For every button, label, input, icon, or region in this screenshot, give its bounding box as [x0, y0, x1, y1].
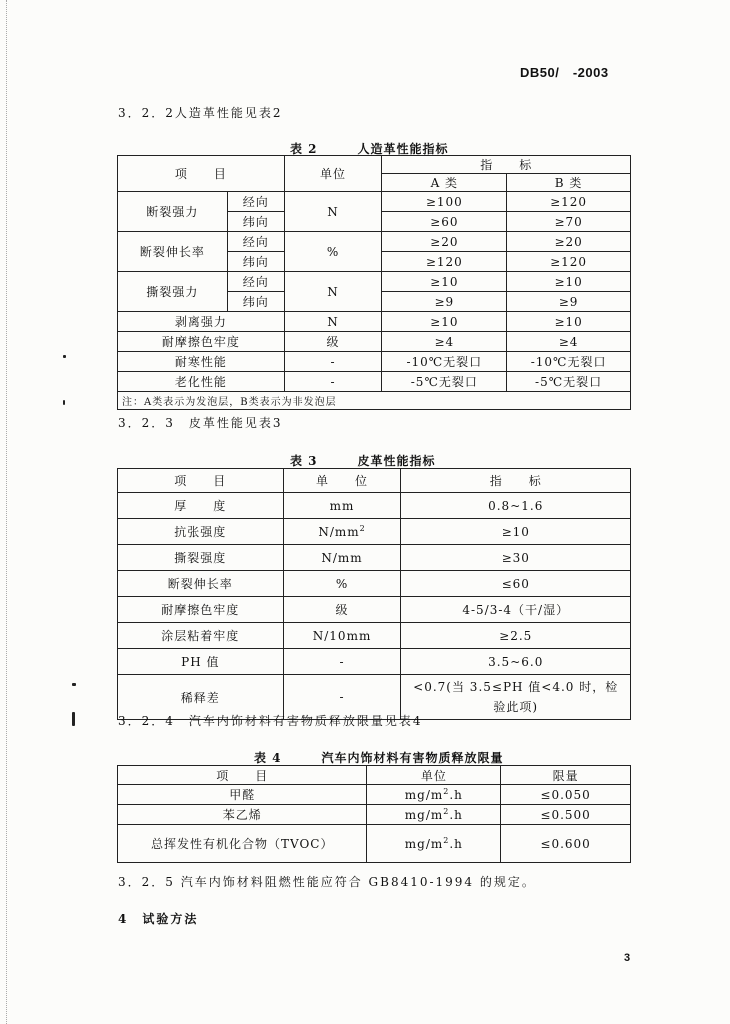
unit-tail: .h	[449, 808, 463, 822]
header-unit: 单位	[284, 156, 382, 192]
table-row	[118, 232, 631, 252]
unit-cell: N	[284, 272, 382, 312]
index-cell: ≤60	[401, 571, 631, 597]
section-3-2-3: 3．2．3 皮革性能见表3	[118, 416, 283, 430]
index-cell: ≥2.5	[401, 623, 631, 649]
header-index: 指 标	[382, 156, 631, 174]
unit-text: mg/m	[404, 808, 444, 822]
item-cell: 厚 度	[118, 493, 284, 519]
b-value: -10℃无裂口	[507, 352, 631, 372]
table-row	[118, 519, 631, 545]
section-3-2-4: 3．2．4 汽车内饰材料有害物质释放限量见表4	[118, 714, 423, 728]
direction-cell: 纬向	[227, 292, 284, 312]
item-cell: 涂层粘着牢度	[118, 623, 284, 649]
unit-cell	[367, 785, 501, 805]
a-value: ≥120	[382, 252, 507, 272]
table-2-note: 注：A类表示为发泡层，B类表示为非发泡层	[118, 392, 631, 410]
unit-text: mg/m	[404, 788, 444, 802]
item-cell: 撕裂强度	[118, 545, 284, 571]
table-row	[118, 192, 631, 212]
header-item: 项 目	[118, 469, 284, 493]
a-value: -5℃无裂口	[382, 372, 507, 392]
direction-cell: 经向	[227, 232, 284, 252]
table-4-caption	[254, 749, 504, 766]
index-cell: 3.5~6.0	[401, 649, 631, 675]
b-value: ≥120	[507, 192, 631, 212]
direction-cell: 纬向	[227, 252, 284, 272]
a-value: ≥100	[382, 192, 507, 212]
unit-cell: N	[284, 312, 382, 332]
unit-cell: N/10mm	[283, 623, 401, 649]
section-3-2-5: 3．2．5 汽车内饰材料阻燃性能应符合 GB8410-1994 的规定。	[118, 875, 536, 889]
a-value: ≥20	[382, 232, 507, 252]
limit-cell: ≤0.600	[501, 825, 631, 863]
table-row	[118, 272, 631, 292]
item-cell: 断裂强力	[118, 192, 228, 232]
unit-superscript: 2	[443, 807, 450, 816]
unit-cell	[367, 825, 501, 863]
unit-cell: %	[284, 232, 382, 272]
scan-speck	[72, 712, 75, 726]
index-cell: 0.8~1.6	[401, 493, 631, 519]
unit-cell	[367, 805, 501, 825]
index-cell: <0.7(当 3.5≤PH 值<4.0 时，检验此项)	[401, 675, 631, 720]
page-number: 3	[624, 952, 631, 964]
b-value: ≥4	[507, 332, 631, 352]
unit-superscript: 2	[443, 787, 450, 796]
item-cell: 老化性能	[118, 372, 285, 392]
b-value: ≥20	[507, 232, 631, 252]
index-cell: ≥30	[401, 545, 631, 571]
header-unit: 单 位	[283, 469, 401, 493]
item-cell: 甲醛	[118, 785, 367, 805]
unit-cell: -	[283, 675, 401, 720]
b-value: ≥9	[507, 292, 631, 312]
index-cell: ≥10	[401, 519, 631, 545]
section-3-2-2: 3．2．2人造革性能见表2	[118, 106, 283, 120]
table-3-caption	[290, 452, 436, 469]
unit-tail: .h	[449, 837, 463, 851]
unit-cell: 级	[283, 597, 401, 623]
table-row	[118, 352, 631, 372]
unit-cell: mm	[283, 493, 401, 519]
item-cell: 总挥发性有机化合物（TVOC）	[118, 825, 367, 863]
table-3-title: 皮革性能指标	[357, 454, 436, 468]
unit-tail: .h	[449, 788, 463, 802]
table-row	[118, 493, 631, 519]
table-row	[118, 332, 631, 352]
table-row	[118, 805, 631, 825]
a-value: ≥9	[382, 292, 507, 312]
b-value: ≥120	[507, 252, 631, 272]
table-row	[118, 825, 631, 863]
item-cell: 剥离强力	[118, 312, 285, 332]
unit-cell	[283, 519, 401, 545]
header-unit: 单位	[367, 766, 501, 785]
table-row	[118, 571, 631, 597]
item-cell: 断裂伸长率	[118, 571, 284, 597]
direction-cell: 经向	[227, 192, 284, 212]
table-row	[118, 372, 631, 392]
unit-superscript: 2	[359, 524, 366, 533]
a-value: ≥60	[382, 212, 507, 232]
item-cell: PH 值	[118, 649, 284, 675]
table-2	[117, 155, 631, 410]
scan-speck	[63, 355, 66, 358]
index-cell: 4-5/3-4（干/湿）	[401, 597, 631, 623]
header-item: 项 目	[118, 766, 367, 785]
unit-cell: -	[284, 352, 382, 372]
item-cell: 稀释差	[118, 675, 284, 720]
limit-cell: ≤0.500	[501, 805, 631, 825]
a-value: ≥10	[382, 312, 507, 332]
table-row	[118, 545, 631, 571]
a-value: -10℃无裂口	[382, 352, 507, 372]
unit-cell: 级	[284, 332, 382, 352]
document-code: DB50/ -2003	[520, 65, 609, 80]
item-cell: 苯乙烯	[118, 805, 367, 825]
table-4-title: 汽车内饰材料有害物质释放限量	[321, 751, 504, 765]
unit-cell: -	[284, 372, 382, 392]
direction-cell: 纬向	[227, 212, 284, 232]
item-cell: 耐摩擦色牢度	[118, 597, 284, 623]
unit-cell: %	[283, 571, 401, 597]
b-value: ≥70	[507, 212, 631, 232]
table-3	[117, 468, 631, 720]
item-cell: 断裂伸长率	[118, 232, 228, 272]
table-4	[117, 765, 631, 863]
header-b-class: B 类	[507, 174, 631, 192]
a-value: ≥10	[382, 272, 507, 292]
b-value: -5℃无裂口	[507, 372, 631, 392]
table-2-number: 表 2	[290, 142, 318, 156]
unit-cell: N	[284, 192, 382, 232]
table-row	[118, 312, 631, 332]
a-value: ≥4	[382, 332, 507, 352]
table-row	[118, 649, 631, 675]
b-value: ≥10	[507, 312, 631, 332]
limit-cell: ≤0.050	[501, 785, 631, 805]
item-cell: 耐寒性能	[118, 352, 285, 372]
scan-speck	[72, 683, 76, 686]
unit-text: N/mm	[318, 525, 360, 539]
header-item: 项 目	[118, 156, 285, 192]
header-index: 指 标	[401, 469, 631, 493]
section-4-heading: 4 试验方法	[118, 912, 199, 926]
header-limit: 限量	[501, 766, 631, 785]
table-3-number: 表 3	[290, 454, 318, 468]
item-cell: 耐摩擦色牢度	[118, 332, 285, 352]
scan-edge	[0, 0, 7, 1024]
item-cell: 抗张强度	[118, 519, 284, 545]
table-row	[118, 785, 631, 805]
b-value: ≥10	[507, 272, 631, 292]
unit-cell: N/mm	[283, 545, 401, 571]
unit-text: mg/m	[404, 837, 444, 851]
scan-speck	[63, 400, 65, 405]
item-cell: 撕裂强力	[118, 272, 228, 312]
header-a-class: A 类	[382, 174, 507, 192]
table-row	[118, 597, 631, 623]
table-row	[118, 623, 631, 649]
table-4-number: 表 4	[254, 751, 282, 765]
table-2-title: 人造革性能指标	[357, 142, 449, 156]
unit-cell: -	[283, 649, 401, 675]
direction-cell: 经向	[227, 272, 284, 292]
unit-superscript: 2	[443, 836, 450, 845]
